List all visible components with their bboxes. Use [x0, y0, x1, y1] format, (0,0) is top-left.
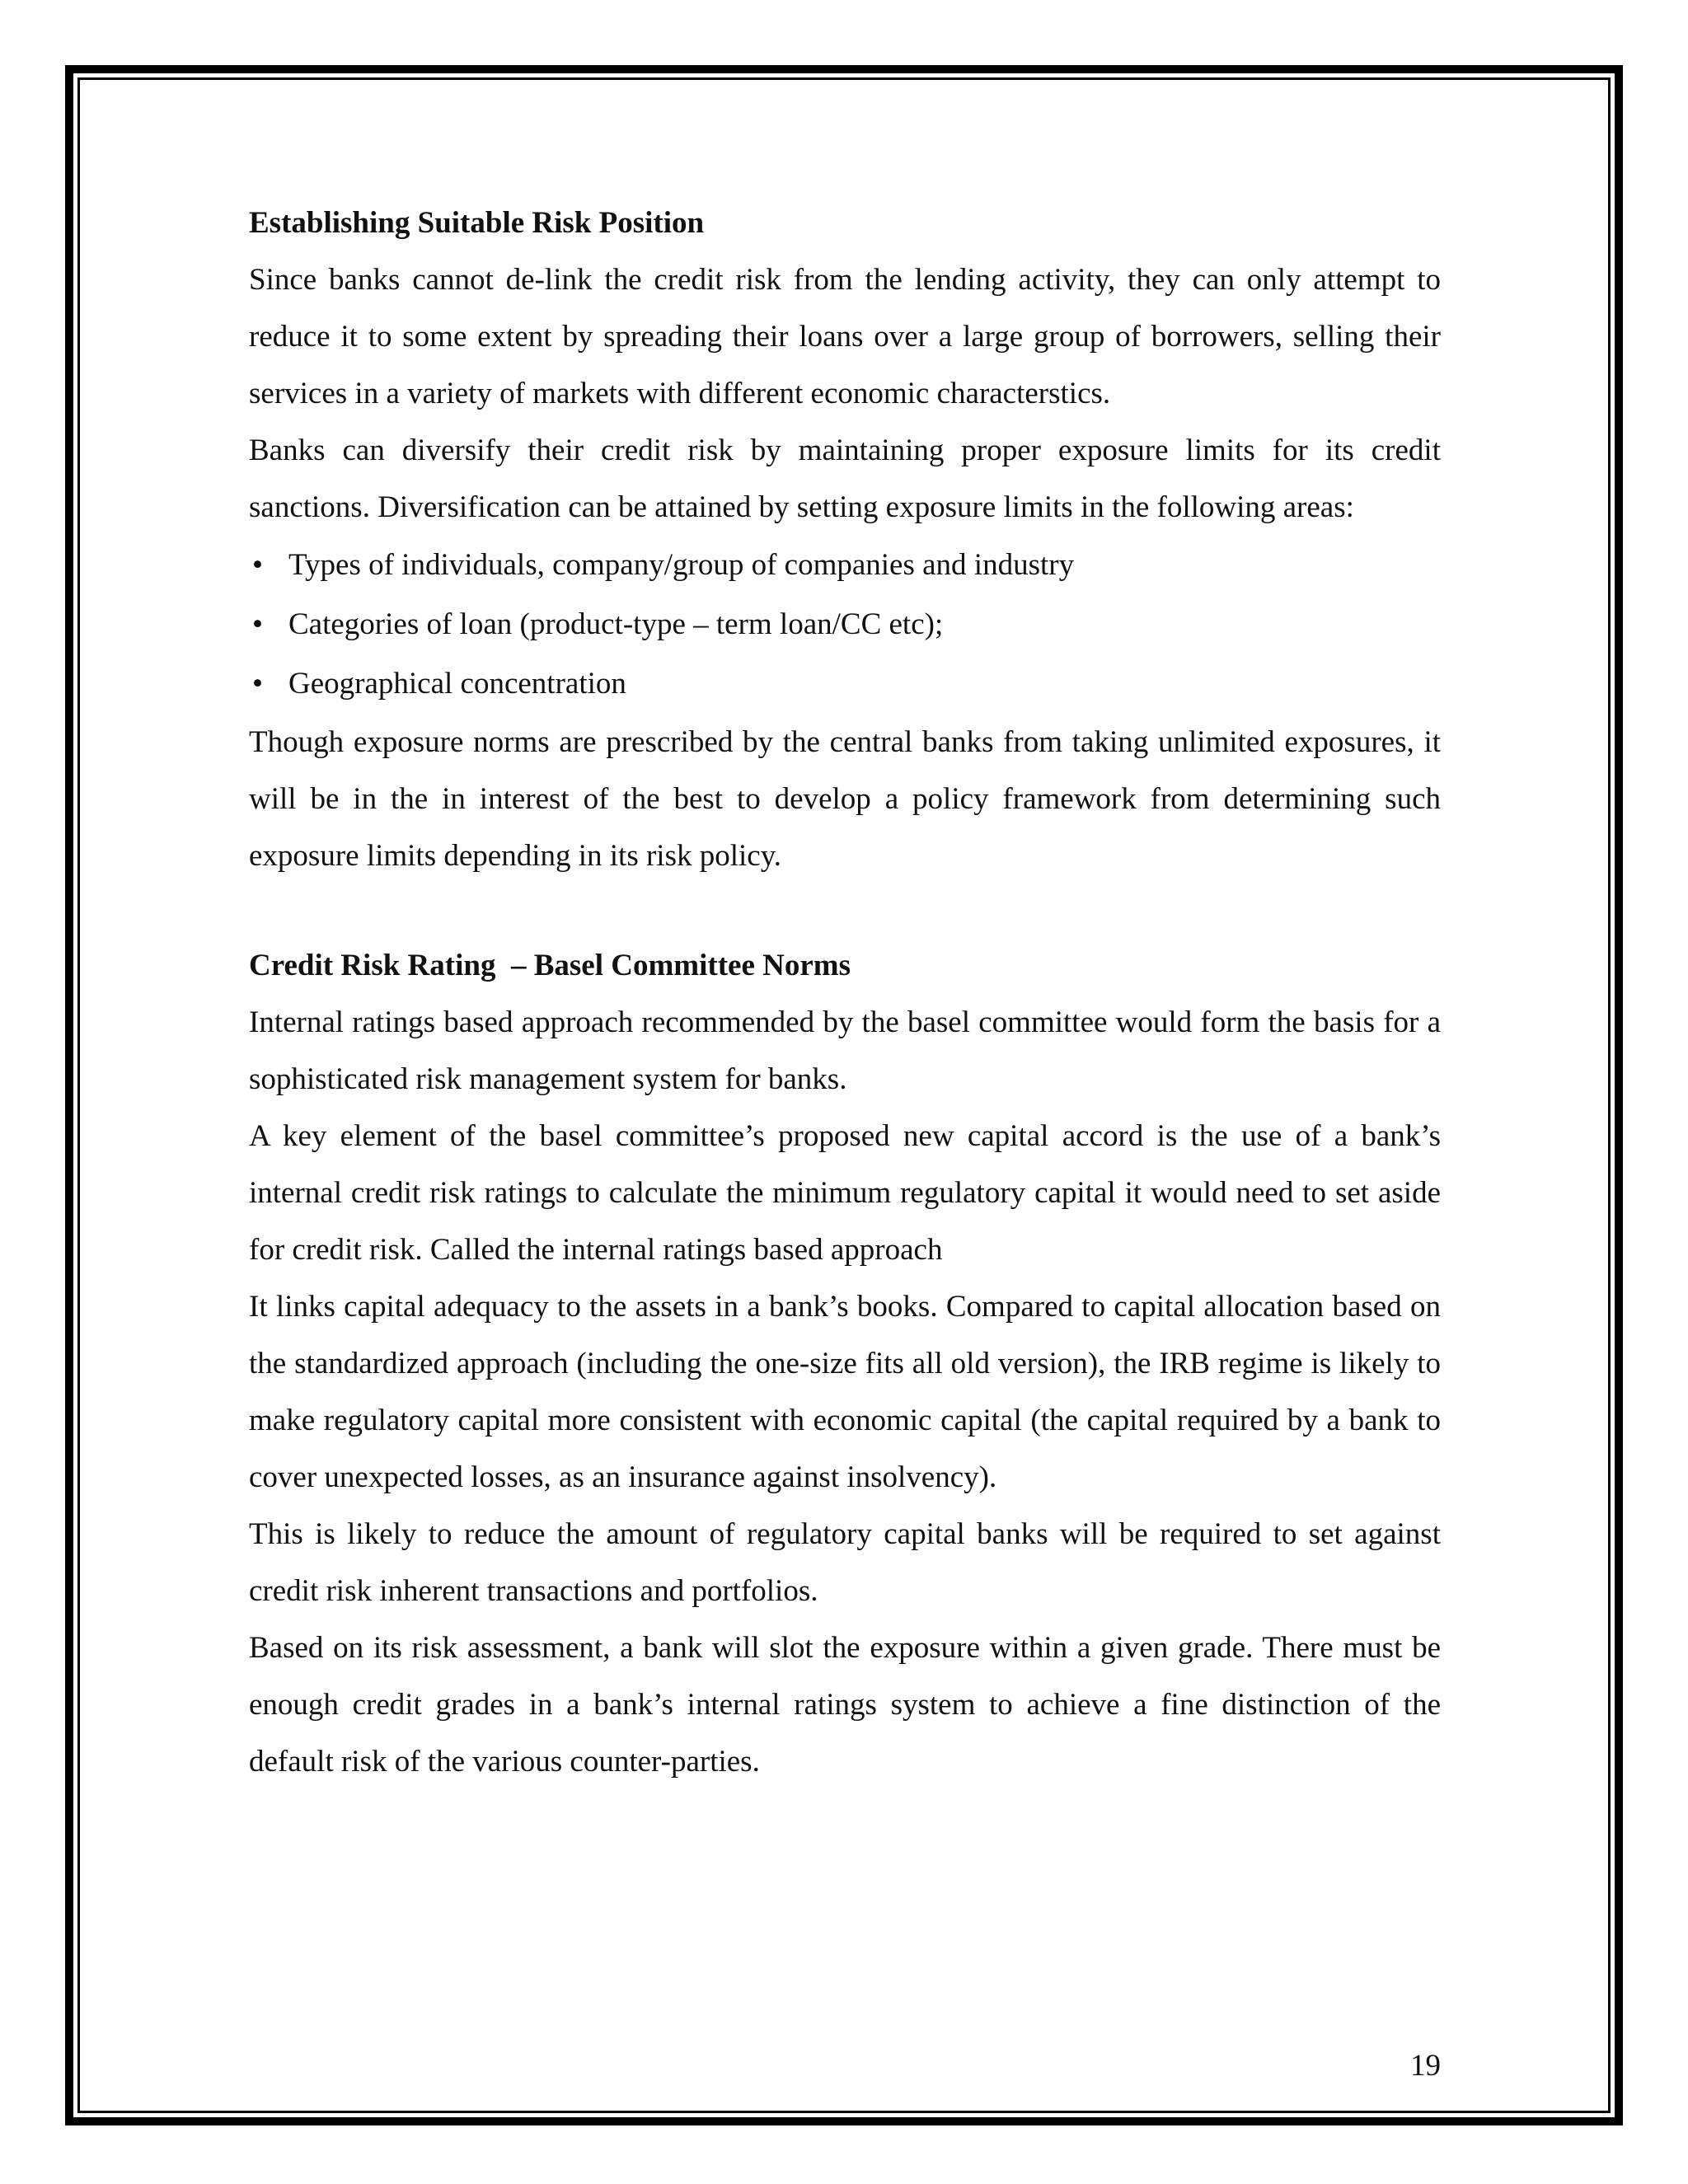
paragraph: Banks can diversify their credit risk by maintaining proper exposure limits for its credit sanctions. Diversification can be attained by setting exposure limits in the following areas:: [249, 434, 1441, 524]
section-spacer: [249, 884, 1441, 937]
section-heading-risk-position: Establishing Suitable Risk Position: [249, 206, 705, 240]
list-item: [249, 654, 1441, 714]
page-content: [249, 194, 1441, 1790]
list-item: [249, 595, 1441, 654]
paragraph: Internal ratings based approach recommended by the basel committee would form the basis for a sophisticated risk management system for banks.: [249, 1005, 1441, 1096]
paragraph: Though exposure norms are prescribed by the central banks from taking unlimited exposures, it will be in the in interest of the best to develop a policy framework from determining such exposure limits depending in its risk policy.: [249, 725, 1441, 873]
list-item-text: Geographical concentration: [288, 667, 626, 701]
paragraph: Since banks cannot de-link the credit risk from the lending activity, they can only attempt to reduce it to some extent by spreading their loans over a large group of borrowers, selling their services in a variety of markets with different economic characterstics.: [249, 263, 1441, 410]
list-item-text: Categories of loan (product-type – term loan/CC etc);: [288, 607, 944, 641]
page-number: 19: [1410, 2049, 1441, 2083]
paragraph: This is likely to reduce the amount of regulatory capital banks will be required to set against credit risk inherent transactions and portfolios.: [249, 1517, 1441, 1608]
section-heading-credit-risk-rating: Credit Risk Rating – Basel Committee Norms: [249, 949, 851, 982]
paragraph: It links capital adequacy to the assets in a bank’s books. Compared to capital allocation based on the standardized approach (including the one-size fits all old version), the IRB regime is likely to make regulatory capital more consistent with economic capital (the capital required by a bank to cover unexpected losses, as an insurance against insolvency).: [249, 1290, 1441, 1494]
bullet-icon: •: [252, 667, 263, 701]
list-item: [249, 536, 1441, 595]
bullet-icon: •: [252, 607, 263, 641]
bullet-list: [249, 536, 1441, 714]
paragraph: A key element of the basel committee’s proposed new capital accord is the use of a bank’s internal credit risk ratings to calculate the minimum regulatory capital it would need to set aside for credit risk. Called the internal ratings based approach: [249, 1119, 1441, 1267]
bullet-icon: •: [252, 548, 263, 582]
list-item-text: Types of individuals, company/group of companies and industry: [288, 548, 1075, 582]
paragraph: Based on its risk assessment, a bank will slot the exposure within a given grade. There must be enough credit grades in a bank’s internal ratings system to achieve a fine distinction of the default risk of the various counter-parties.: [249, 1631, 1441, 1779]
